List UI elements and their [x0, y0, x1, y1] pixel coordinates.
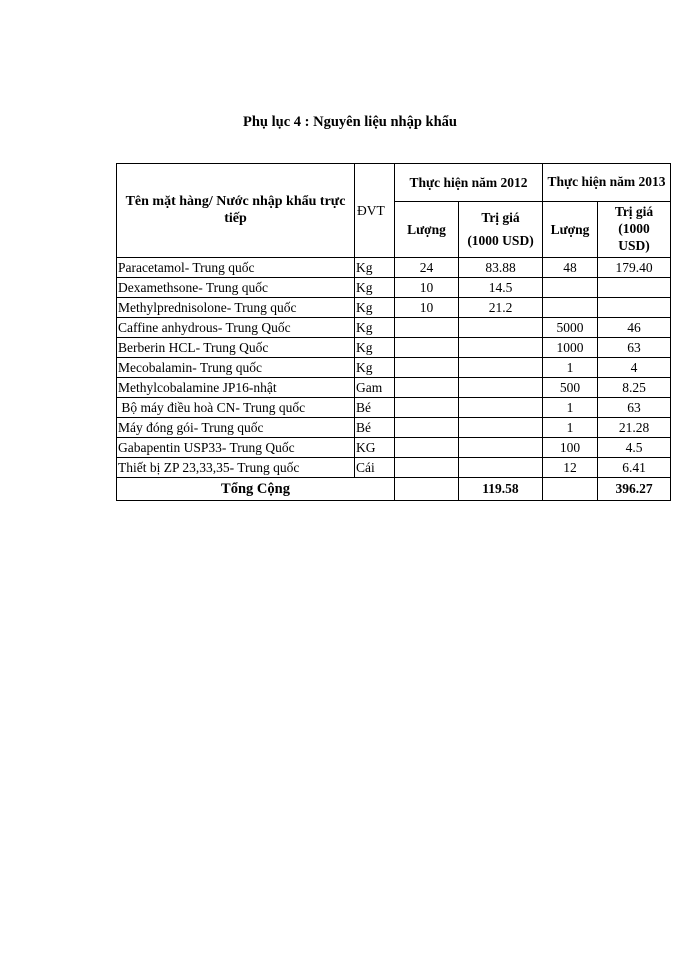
- value-2013: 4.5: [598, 438, 671, 458]
- total-label: Tổng Cộng: [117, 478, 395, 501]
- table-row: [117, 338, 671, 358]
- total-value-2012: 119.58: [459, 478, 543, 501]
- value-2012: [459, 398, 543, 418]
- qty-2012: [395, 398, 459, 418]
- value-2012: [459, 318, 543, 338]
- item-name: Dexamethsone- Trung quốc: [117, 278, 355, 298]
- value-2012: [459, 378, 543, 398]
- header-item: Tên mặt hàng/ Nước nhập khẩu trực tiếp: [117, 164, 355, 258]
- table-row: [117, 438, 671, 458]
- table-row: [117, 298, 671, 318]
- value-2013: 63: [598, 398, 671, 418]
- value-2012: [459, 458, 543, 478]
- item-name: Caffine anhydrous- Trung Quốc: [117, 318, 355, 338]
- qty-2013: 12: [543, 458, 598, 478]
- value-2013: [598, 278, 671, 298]
- qty-2013: 500: [543, 378, 598, 398]
- header-value-2012-line2: (1000 USD): [467, 232, 534, 248]
- item-unit: Kg: [355, 358, 395, 378]
- value-2012: [459, 338, 543, 358]
- value-2013: 6.41: [598, 458, 671, 478]
- item-name: Berberin HCL- Trung Quốc: [117, 338, 355, 358]
- item-unit: Kg: [355, 278, 395, 298]
- qty-2013: [543, 298, 598, 318]
- item-name: Gabapentin USP33- Trung Quốc: [117, 438, 355, 458]
- header-value-2012-line1: Trị giá: [481, 209, 520, 225]
- qty-2012: [395, 338, 459, 358]
- qty-2012: 24: [395, 258, 459, 278]
- total-qty-2012: [395, 478, 459, 501]
- value-2012: 83.88: [459, 258, 543, 278]
- qty-2012: 10: [395, 278, 459, 298]
- table-row: [117, 398, 671, 418]
- import-materials-table: [116, 163, 671, 501]
- qty-2013: 1: [543, 398, 598, 418]
- qty-2012: [395, 378, 459, 398]
- total-row: [117, 478, 671, 501]
- value-2012: 21.2: [459, 298, 543, 318]
- table-row: [117, 418, 671, 438]
- item-name: Paracetamol- Trung quốc: [117, 258, 355, 278]
- qty-2013: 1: [543, 418, 598, 438]
- header-qty-2013: Lượng: [543, 202, 598, 258]
- qty-2012: [395, 358, 459, 378]
- item-unit: Bé: [355, 418, 395, 438]
- table-row: [117, 358, 671, 378]
- item-unit: Gam: [355, 378, 395, 398]
- item-name: Máy đóng gói- Trung quốc: [117, 418, 355, 438]
- item-unit: Bé: [355, 398, 395, 418]
- value-2013: 179.40: [598, 258, 671, 278]
- qty-2013: [543, 278, 598, 298]
- item-unit: Kg: [355, 298, 395, 318]
- qty-2013: 100: [543, 438, 598, 458]
- table-row: [117, 318, 671, 338]
- table-row: [117, 278, 671, 298]
- qty-2012: 10: [395, 298, 459, 318]
- item-unit: Kg: [355, 318, 395, 338]
- header-year-2013: Thực hiện năm 2013: [543, 164, 671, 202]
- qty-2013: 1000: [543, 338, 598, 358]
- total-value-2013: 396.27: [598, 478, 671, 501]
- header-value-2013: Trị giá (1000 USD): [598, 202, 671, 258]
- document-title: Phụ lục 4 : Nguyên liệu nhập khẩu: [243, 114, 457, 130]
- item-unit: Cái: [355, 458, 395, 478]
- value-2013: 21.28: [598, 418, 671, 438]
- value-2013: [598, 298, 671, 318]
- qty-2012: [395, 458, 459, 478]
- qty-2013: 5000: [543, 318, 598, 338]
- item-name: Mecobalamin- Trung quốc: [117, 358, 355, 378]
- total-qty-2013: [543, 478, 598, 501]
- value-2013: 63: [598, 338, 671, 358]
- value-2012: [459, 418, 543, 438]
- header-qty-2012: Lượng: [395, 202, 459, 258]
- header-unit: ĐVT: [355, 164, 395, 258]
- item-unit: Kg: [355, 338, 395, 358]
- table-row: [117, 458, 671, 478]
- item-unit: Kg: [355, 258, 395, 278]
- qty-2012: [395, 438, 459, 458]
- value-2013: 8.25: [598, 378, 671, 398]
- item-name: Methylcobalamine JP16-nhật: [117, 378, 355, 398]
- header-value-2012: [459, 202, 543, 258]
- qty-2012: [395, 418, 459, 438]
- table-row: [117, 258, 671, 278]
- item-name: Thiết bị ZP 23,33,35- Trung quốc: [117, 458, 355, 478]
- value-2013: 4: [598, 358, 671, 378]
- header-year-2012: Thực hiện năm 2012: [395, 164, 543, 202]
- qty-2013: 1: [543, 358, 598, 378]
- value-2012: [459, 438, 543, 458]
- item-name: Methylprednisolone- Trung quốc: [117, 298, 355, 318]
- value-2012: 14.5: [459, 278, 543, 298]
- value-2013: 46: [598, 318, 671, 338]
- item-name: Bộ máy điều hoà CN- Trung quốc: [117, 398, 355, 418]
- table-row: [117, 378, 671, 398]
- qty-2013: 48: [543, 258, 598, 278]
- item-unit: KG: [355, 438, 395, 458]
- value-2012: [459, 358, 543, 378]
- qty-2012: [395, 318, 459, 338]
